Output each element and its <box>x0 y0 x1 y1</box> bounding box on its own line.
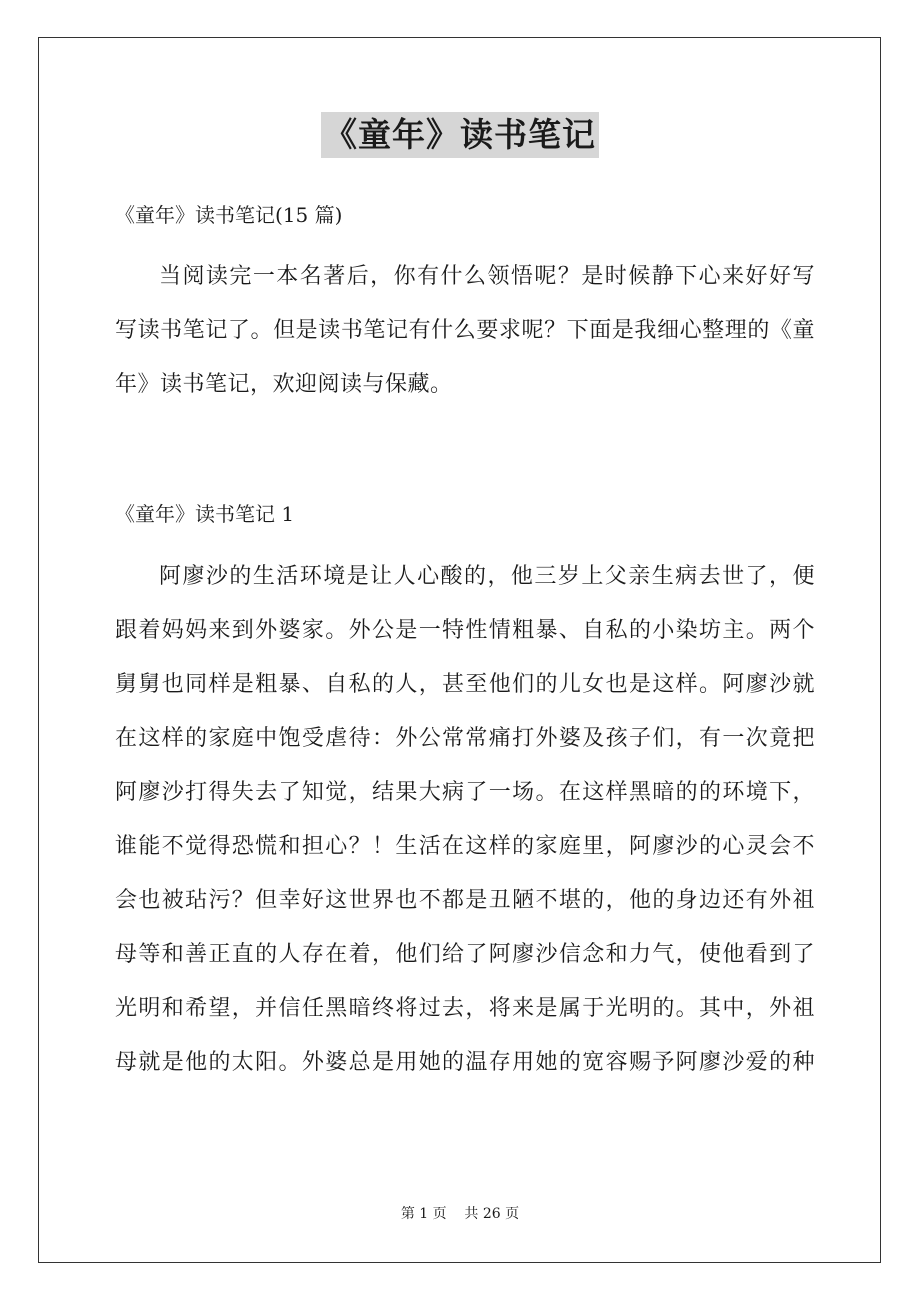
paragraph-line: 写读书笔记了。但是读书笔记有什么要求呢？下面是我细心整理的《童 <box>115 318 815 343</box>
section-heading: 《童年》读书笔记 1 <box>115 502 295 526</box>
paragraph-line: 跟着妈妈来到外婆家。外公是一特性情粗暴、自私的小染坊主。两个 <box>115 618 815 643</box>
paragraph-line: 舅舅也同样是粗暴、自私的人，甚至他们的儿女也是这样。阿廖沙就 <box>115 672 815 697</box>
intro-paragraph <box>115 250 815 412</box>
document-subtitle: 《童年》读书笔记(15 篇) <box>115 203 343 227</box>
paragraph-line: 会也被玷污？但幸好这世界也不都是丑陋不堪的，他的身边还有外祖 <box>115 888 815 913</box>
paragraph-line: 母就是他的太阳。外婆总是用她的温存用她的宽容赐予阿廖沙爱的种 <box>115 1050 815 1075</box>
paragraph-line: 在这样的家庭中饱受虐待：外公常常痛打外婆及孩子们，有一次竟把 <box>115 726 815 751</box>
document-title-text: 《童年》读书笔记 <box>321 112 599 158</box>
paragraph-line: 光明和希望，并信任黑暗终将过去，将来是属于光明的。其中，外祖 <box>115 996 815 1021</box>
document-title <box>0 112 920 158</box>
paragraph-line: 阿廖沙的生活环境是让人心酸的，他三岁上父亲生病去世了，便 <box>159 564 815 589</box>
paragraph-line: 母等和善正直的人存在着，他们给了阿廖沙信念和力气，使他看到了 <box>115 942 815 967</box>
paragraph-line: 阿廖沙打得失去了知觉，结果大病了一场。在这样黑暗的的环境下， <box>115 780 815 805</box>
paragraph-line: 当阅读完一本名著后，你有什么领悟呢？是时候静下心来好好写 <box>159 264 815 289</box>
page-number-footer: 第 1 页 共 26 页 <box>400 1206 520 1222</box>
paragraph-line: 年》读书笔记，欢迎阅读与保藏。 <box>115 372 453 397</box>
paragraph-line: 谁能不觉得恐慌和担心？！生活在这样的家庭里，阿廖沙的心灵会不 <box>115 834 815 859</box>
body-paragraph <box>115 550 815 1090</box>
